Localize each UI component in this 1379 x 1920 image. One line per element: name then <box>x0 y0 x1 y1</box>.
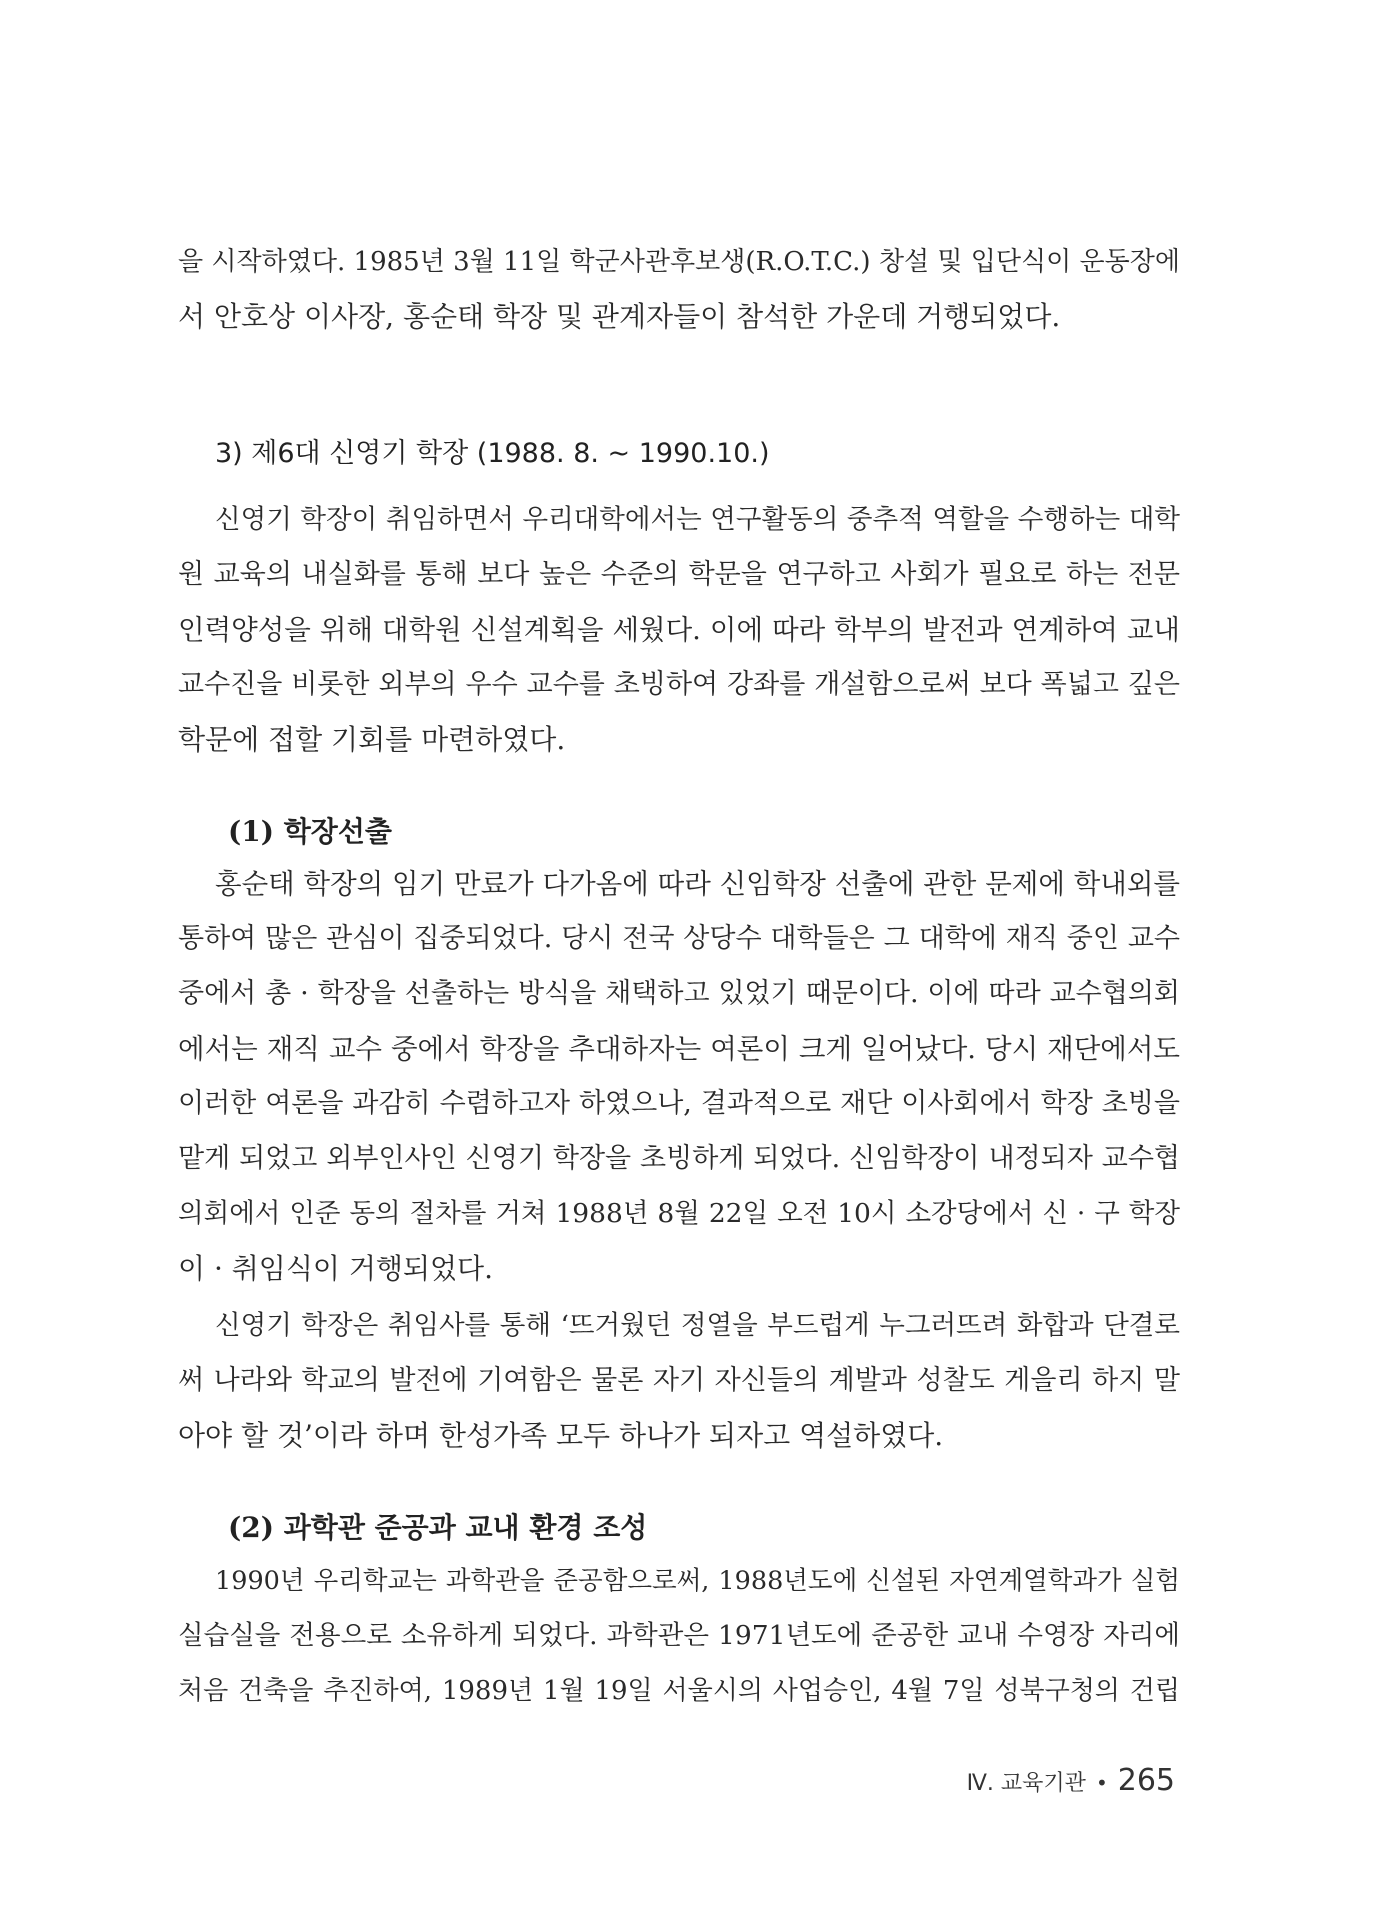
page-number: 265 <box>1117 1763 1175 1798</box>
paragraph-line: 통하여 많은 관심이 집중되었다. 당시 전국 상당수 대학들은 그 대학에 재직 중인 교수 <box>178 923 1180 954</box>
paragraph-line: 써 나라와 학교의 발전에 기여함은 물론 자기 자신들의 계발과 성찰도 게을리 하지 말 <box>178 1365 1180 1396</box>
paragraph-line: 처음 건축을 추진하여, 1989년 1월 19일 서울시의 사업승인, 4월 7일 성북구청의 건립 <box>178 1676 1180 1706</box>
paragraph-line: 홍순태 학장의 임기 만료가 다가옴에 따라 신임학장 선출에 관한 문제에 학내외를 <box>215 868 1180 900</box>
paragraph-line: 신영기 학장이 취임하면서 우리대학에서는 연구활동의 중추적 역할을 수행하는 대학 <box>215 504 1180 535</box>
subsection-heading: (2) 과학관 준공과 교내 환경 조성 <box>228 1511 648 1544</box>
paragraph-line: 1990년 우리학교는 과학관을 준공함으로써, 1988년도에 신설된 자연계열학과가 실험 <box>215 1566 1180 1596</box>
paragraph-line: 중에서 총 · 학장을 선출하는 방식을 채택하고 있었기 때문이다. 이에 따라 교수협의회 <box>178 978 1180 1009</box>
paragraph-line: 에서는 재직 교수 중에서 학장을 추대하자는 여론이 크게 일어났다. 당시 재단에서도 <box>178 1033 1180 1065</box>
section-heading: 3) 제6대 신영기 학장 (1988. 8. ~ 1990.10.) <box>215 438 770 469</box>
paragraph-line: 학문에 접할 기회를 마련하였다. <box>178 723 566 756</box>
paragraph-line: 아야 할 것’이라 하며 한성가족 모두 하나가 되자고 역설하였다. <box>178 1419 944 1452</box>
subsection-heading: (1) 학장선출 <box>228 815 392 848</box>
page-footer <box>967 1763 1175 1798</box>
paragraph-line: 신영기 학장은 취임사를 통해 ‘뜨거웠던 정열을 부드럽게 누그러뜨려 화합과 단결로 <box>215 1310 1180 1341</box>
paragraph-line: 원 교육의 내실화를 통해 보다 높은 수준의 학문을 연구하고 사회가 필요로 하는 전문 <box>178 559 1180 590</box>
paragraph-line: 맡게 되었고 외부인사인 신영기 학장을 초빙하게 되었다. 신임학장이 내정되자 교수협 <box>178 1143 1180 1174</box>
paragraph-line: 이 · 취임식이 거행되었다. <box>178 1252 493 1285</box>
paragraph-line: 을 시작하였다. 1985년 3월 11일 학군사관후보생(R.O.T.C.) 창설 및 입단식이 운동장에 <box>178 247 1180 277</box>
paragraph-line: 의회에서 인준 동의 절차를 거쳐 1988년 8월 22일 오전 10시 소강당에서 신 · 구 학장 <box>178 1198 1180 1229</box>
paragraph-line: 서 안호상 이사장, 홍순태 학장 및 관계자들이 참석한 가운데 거행되었다. <box>178 300 1061 333</box>
paragraph-line: 이러한 여론을 과감히 수렴하고자 하였으나, 결과적으로 재단 이사회에서 학장 초빙을 <box>178 1088 1180 1119</box>
chapter-label: Ⅳ. 교육기관 <box>966 1771 1086 1796</box>
bullet-separator: • <box>1095 1771 1108 1795</box>
paragraph-line: 인력양성을 위해 대학원 신설계획을 세웠다. 이에 따라 학부의 발전과 연계하여 교내 <box>178 614 1180 646</box>
paragraph-line: 실습실을 전용으로 소유하게 되었다. 과학관은 1971년도에 준공한 교내 수영장 자리에 <box>178 1620 1180 1651</box>
paragraph-line: 교수진을 비롯한 외부의 우수 교수를 초빙하여 강좌를 개설함으로써 보다 폭넓고 깊은 <box>178 669 1180 700</box>
